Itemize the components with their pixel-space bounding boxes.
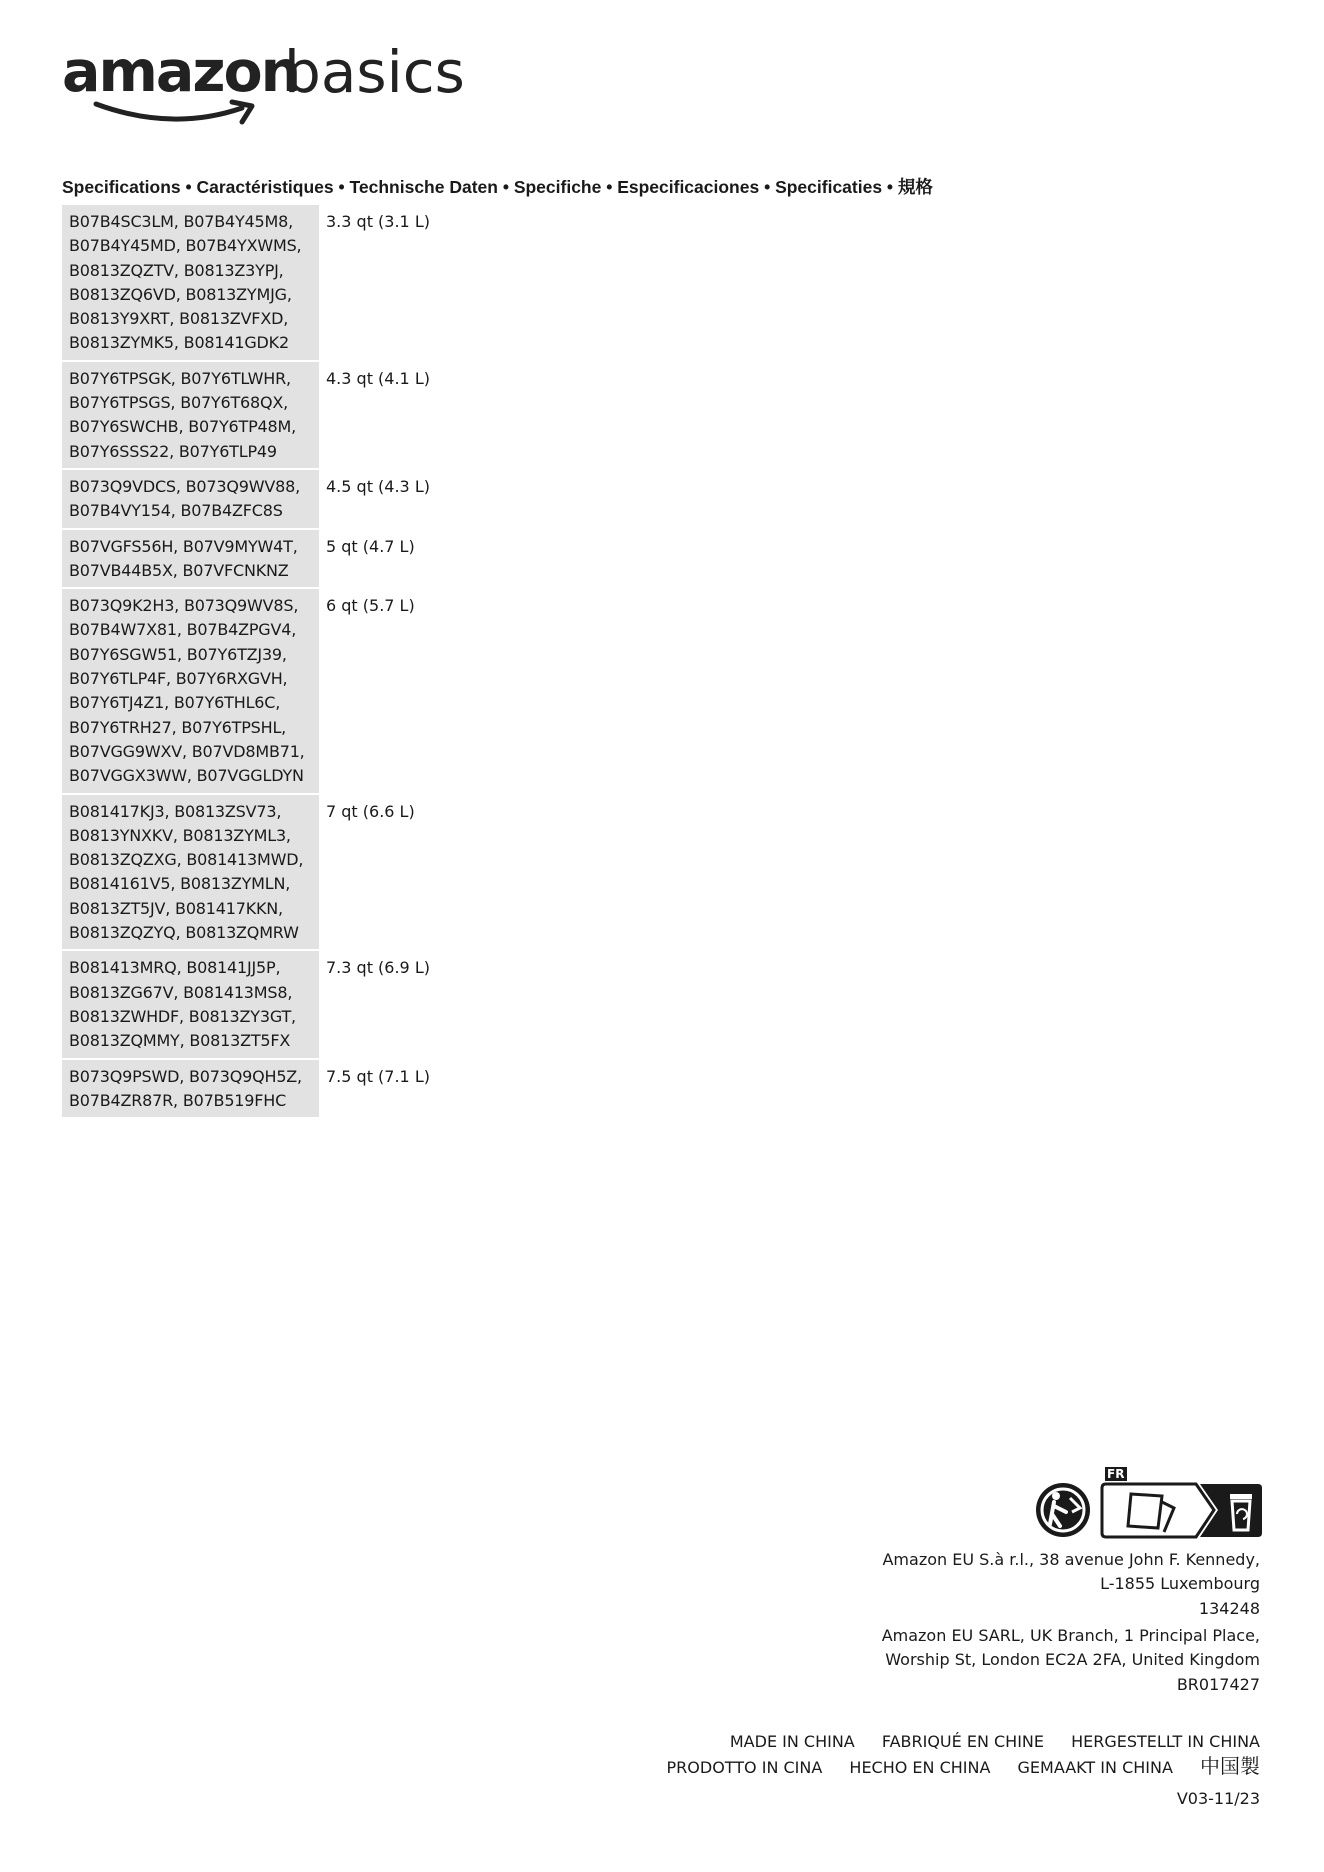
recycling-symbols [1036, 1462, 1262, 1542]
amazon-basics-logo [62, 36, 482, 126]
made-in-text: GEMAAKT IN CHINA [1017, 1758, 1173, 1777]
capacity-value: 3.3 qt (3.1 L) [326, 212, 430, 231]
logo-word-amazon: amazon [62, 39, 300, 105]
asin-list: B073Q9PSWD, B073Q9QH5Z, B07B4ZR87R, B07B519FHC [62, 1060, 319, 1118]
capacity-value: 7 qt (6.6 L) [326, 801, 415, 821]
specifications-table [62, 205, 482, 1119]
made-in-line-1 [708, 1730, 1260, 1754]
made-in-text: PRODOTTO IN CINA [666, 1758, 823, 1777]
asin-list: B081413MRQ, B08141JJ5P, B0813ZG67V, B081413MS8, B0813ZWHDF, B0813ZY3GT, B0813ZQMMY, B0813ZT5FX [62, 951, 319, 1057]
capacity-value: 7.5 qt (7.1 L) [326, 1066, 430, 1086]
fr-badge: FR [1107, 1467, 1125, 1481]
spec-row [62, 795, 482, 950]
paper-icon [1102, 1484, 1214, 1537]
smile-arrow-icon [92, 98, 272, 128]
capacity-value: 5 qt (4.7 L) [326, 536, 415, 556]
eu-address: Amazon EU S.à r.l., 38 avenue John F. Kennedy, L-1855 Luxembourg 134248 [882, 1550, 1260, 1618]
asin-list: B07VGFS56H, B07V9MYW4T, B07VB44B5X, B07VFCNKNZ [62, 530, 319, 588]
version-code: V03-11/23 [1176, 1789, 1260, 1808]
spec-row [62, 530, 482, 588]
specifications-heading: Specifications • Caractéristiques • Technische Daten • Specifiche • Especificaciones • Specificaties • 規格 [62, 177, 933, 197]
triman-icon [1036, 1483, 1090, 1537]
spec-row [62, 589, 482, 792]
asin-list: B07B4SC3LM, B07B4Y45M8, B07B4Y45MD, B07B4YXWMS, B0813ZQZTV, B0813Z3YPJ, B0813ZQ6VD, B0813ZYMJG, B0813Y9XRT, B0813ZVFXD, B0813ZYMK5, B08141GDK2 [62, 205, 319, 360]
made-in-text: HECHO EN CHINA [849, 1758, 991, 1777]
spec-row [62, 951, 482, 1057]
asin-list: B081417KJ3, B0813ZSV73, B0813YNXKV, B0813ZYML3, B0813ZQZXG, B081413MWD, B0814161V5, B0813ZYMLN, B0813ZT5JV, B081417KKN, B0813ZQZYQ, B0813ZQMRW [62, 795, 319, 950]
capacity-value: 4.5 qt (4.3 L) [326, 476, 430, 496]
logo-word-basics: basics [284, 38, 465, 106]
capacity-value: 7.3 qt (6.9 L) [326, 958, 430, 978]
capacity-value: 6 qt (5.7 L) [326, 596, 415, 616]
spec-row [62, 1060, 482, 1118]
asin-list: B073Q9K2H3, B073Q9WV8S, B07B4W7X81, B07B4ZPGV4, B07Y6SGW51, B07Y6TZJ39, B07Y6TLP4F, B07Y6RXGVH, B07Y6TJ4Z1, B07Y6THL6C, B07Y6TRH27, B07Y6TPSHL, B07VGG9WXV, B07VD8MB71, B07VGGX3WW, B07VGGLDYN [62, 589, 319, 792]
spec-row [62, 470, 482, 528]
made-in-text: MADE IN CHINA [729, 1732, 855, 1751]
spec-row [62, 362, 482, 468]
made-in-text: FABRIQUÉ EN CHINE [881, 1732, 1044, 1751]
made-in-text: HERGESTELLT IN CHINA [1071, 1732, 1260, 1751]
uk-address: Amazon EU SARL, UK Branch, 1 Principal Place, Worship St, London EC2A 2FA, United Kingdom BR017427 [881, 1626, 1260, 1694]
asin-list: B073Q9VDCS, B073Q9WV88, B07B4VY154, B07B4ZFC8S [62, 470, 319, 528]
spec-row [62, 205, 482, 360]
made-in-line-2 [645, 1754, 1260, 1780]
asin-list: B07Y6TPSGK, B07Y6TLWHR, B07Y6TPSGS, B07Y6T68QX, B07Y6SWCHB, B07Y6TP48M, B07Y6SSS22, B07Y6TLP49 [62, 362, 319, 468]
capacity-value: 4.3 qt (4.1 L) [326, 368, 430, 388]
made-in-text: 中国製 [1200, 1754, 1260, 1778]
